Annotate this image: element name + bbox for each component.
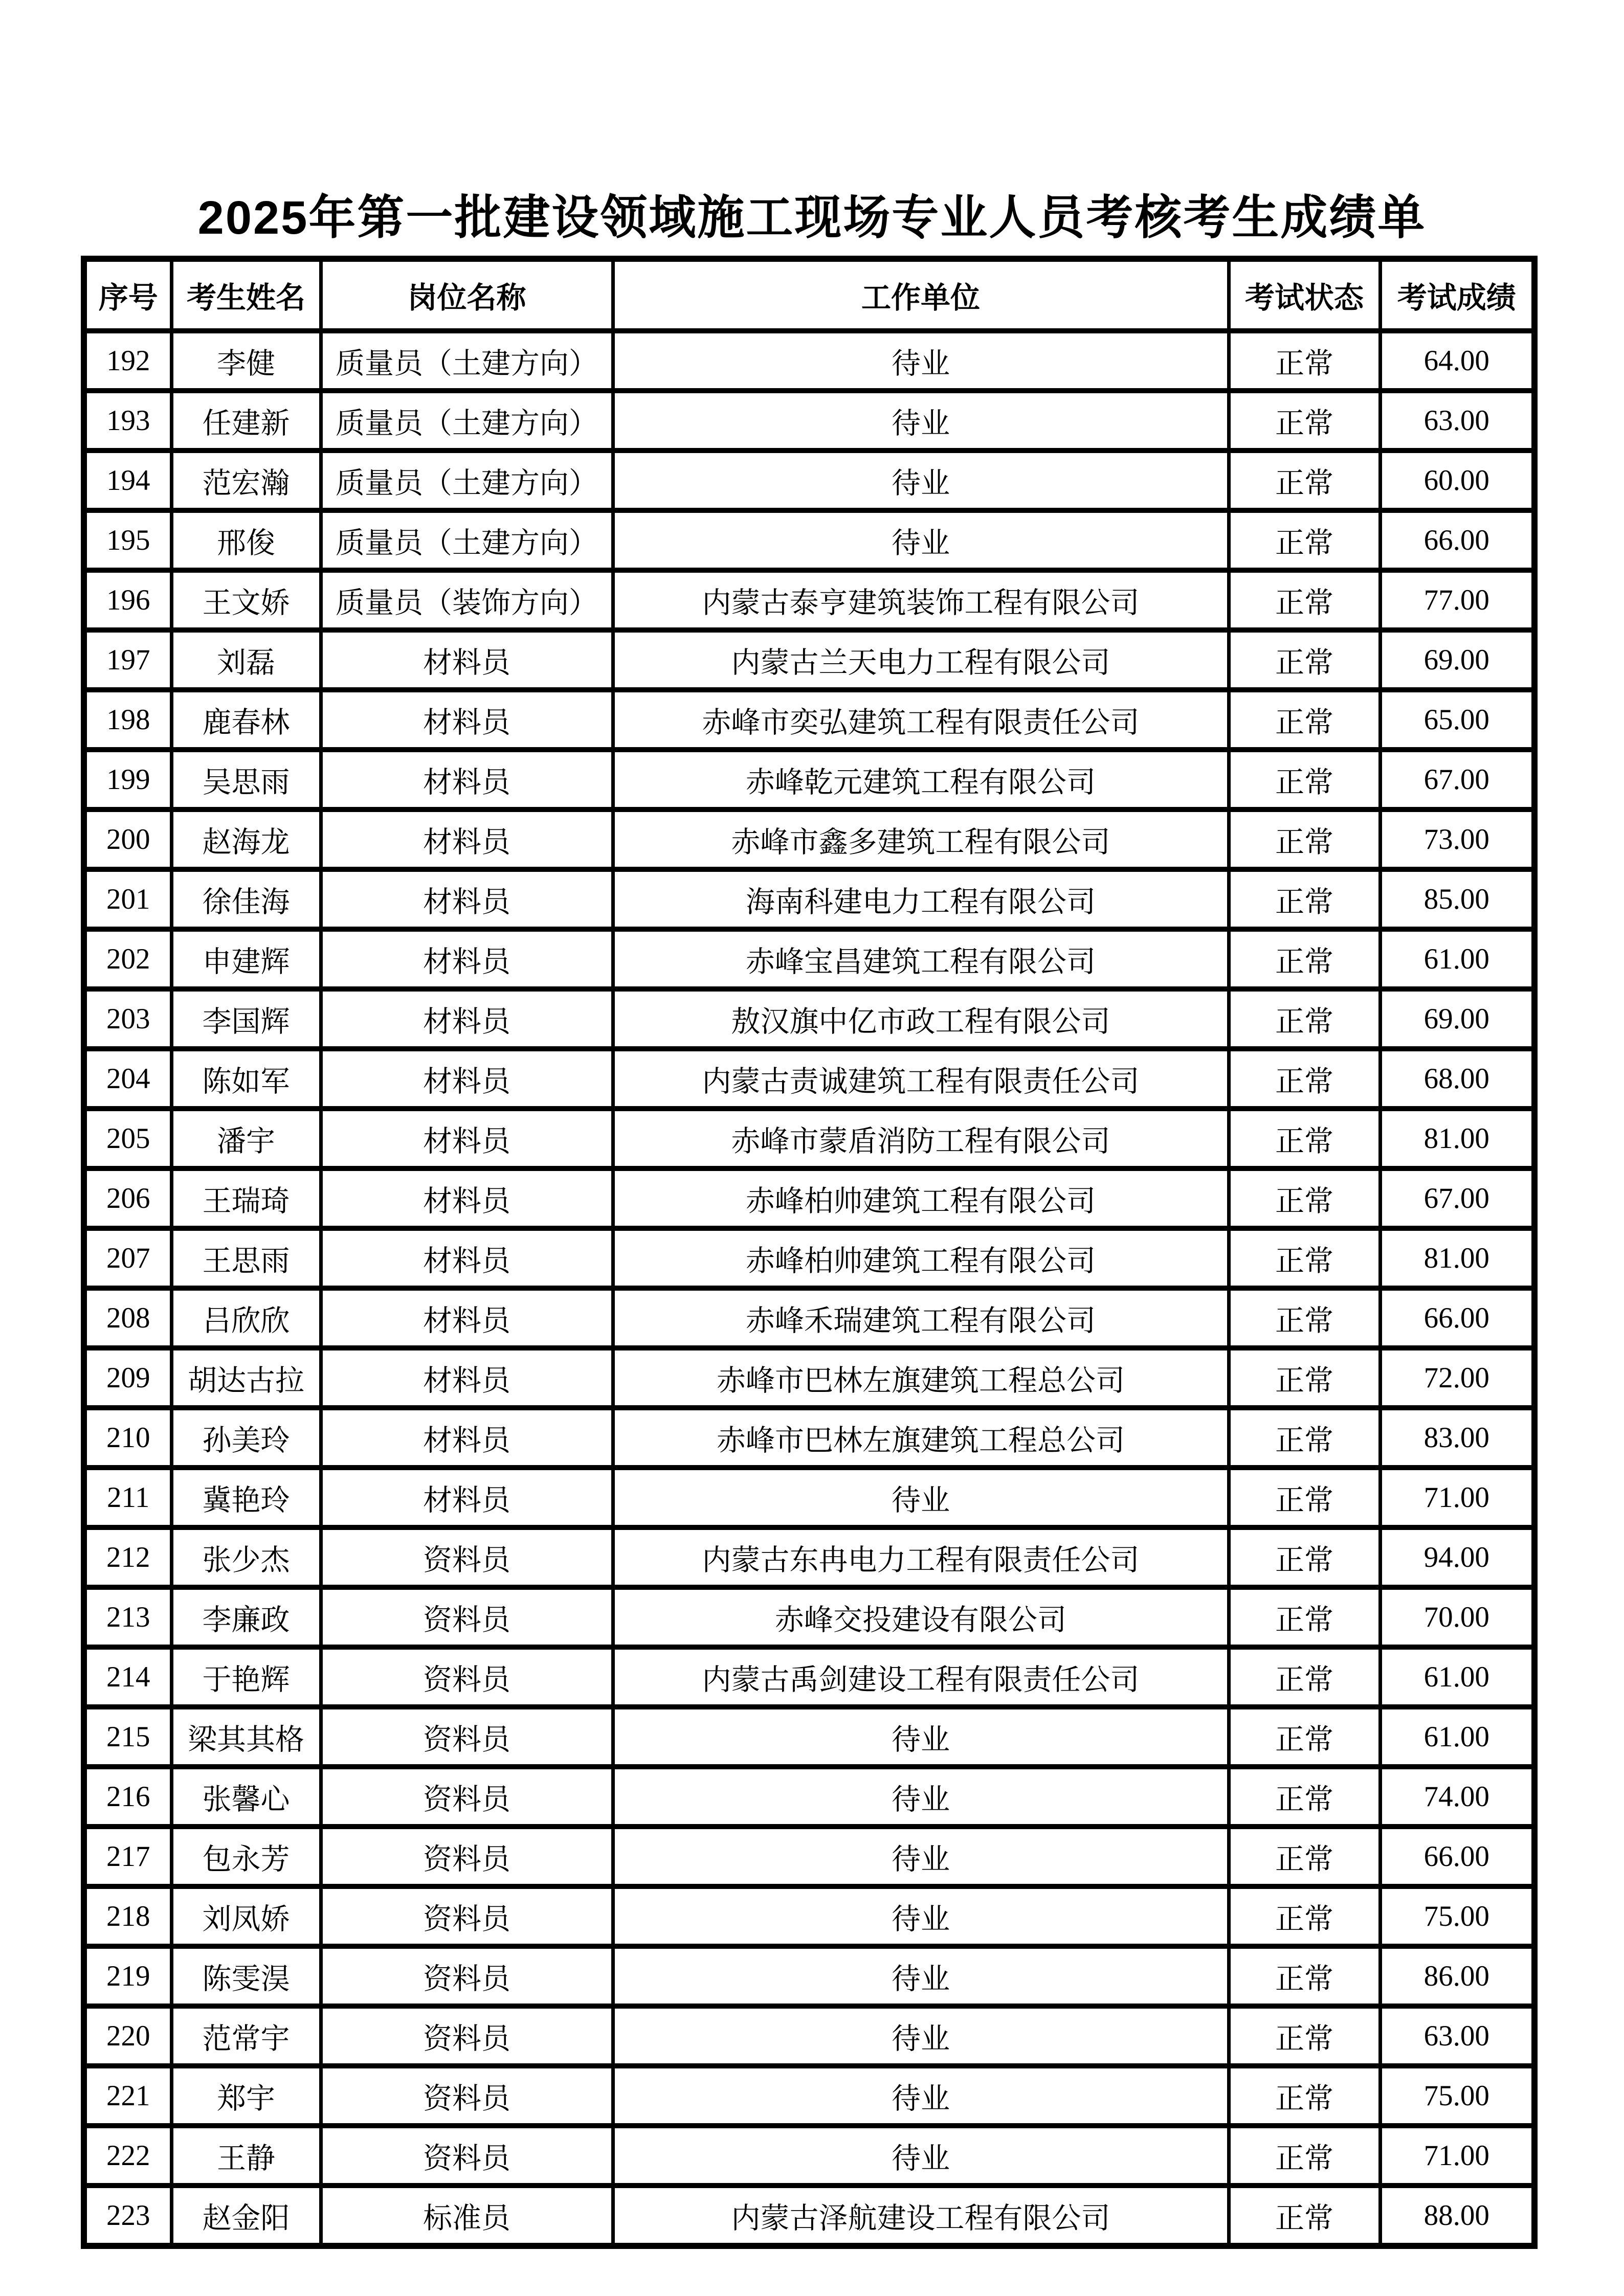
cell-name: 徐佳海 — [171, 869, 321, 929]
cell-status: 正常 — [1229, 1587, 1380, 1647]
table-row — [84, 1707, 1534, 1767]
cell-position: 材料员 — [321, 1109, 613, 1168]
cell-position: 资料员 — [321, 2006, 613, 2066]
cell-name: 张馨心 — [171, 1767, 321, 1827]
cell-score: 66.00 — [1380, 510, 1534, 570]
cell-status: 正常 — [1229, 690, 1380, 750]
cell-employer: 内蒙古禹剑建设工程有限责任公司 — [613, 1647, 1229, 1707]
cell-position: 资料员 — [321, 1946, 613, 2006]
cell-position: 材料员 — [321, 929, 613, 989]
table-row — [84, 1288, 1534, 1348]
table-row — [84, 989, 1534, 1049]
cell-seq: 209 — [84, 1348, 171, 1408]
cell-status: 正常 — [1229, 929, 1380, 989]
table-body — [84, 331, 1534, 2246]
table-row — [84, 1228, 1534, 1288]
cell-status: 正常 — [1229, 1109, 1380, 1168]
cell-name: 李国辉 — [171, 989, 321, 1049]
cell-score: 69.00 — [1380, 630, 1534, 690]
cell-score: 67.00 — [1380, 1168, 1534, 1228]
table-row — [84, 690, 1534, 750]
cell-seq: 211 — [84, 1468, 171, 1527]
cell-position: 材料员 — [321, 989, 613, 1049]
cell-employer: 赤峰市蒙盾消防工程有限公司 — [613, 1109, 1229, 1168]
table-row — [84, 451, 1534, 510]
header-name: 考生姓名 — [171, 259, 321, 331]
header-position: 岗位名称 — [321, 259, 613, 331]
cell-score: 72.00 — [1380, 1348, 1534, 1408]
cell-score: 73.00 — [1380, 809, 1534, 869]
cell-name: 吕欣欣 — [171, 1288, 321, 1348]
score-table — [81, 256, 1538, 2249]
cell-seq: 212 — [84, 1527, 171, 1587]
table-row — [84, 2066, 1534, 2126]
cell-seq: 197 — [84, 630, 171, 690]
cell-name: 梁其其格 — [171, 1707, 321, 1767]
cell-score: 65.00 — [1380, 690, 1534, 750]
header-row — [84, 259, 1534, 331]
cell-employer: 海南科建电力工程有限公司 — [613, 869, 1229, 929]
cell-seq: 219 — [84, 1946, 171, 2006]
cell-status: 正常 — [1229, 1168, 1380, 1228]
cell-status: 正常 — [1229, 2006, 1380, 2066]
cell-position: 材料员 — [321, 1408, 613, 1468]
cell-status: 正常 — [1229, 570, 1380, 630]
cell-name: 李廉政 — [171, 1587, 321, 1647]
cell-seq: 194 — [84, 451, 171, 510]
cell-name: 胡达古拉 — [171, 1348, 321, 1408]
cell-employer: 赤峰市巴林左旗建筑工程总公司 — [613, 1408, 1229, 1468]
document-title: 2025年第一批建设领域施工现场专业人员考核考生成绩单 — [197, 192, 1427, 244]
cell-employer: 赤峰市巴林左旗建筑工程总公司 — [613, 1348, 1229, 1408]
cell-position: 质量员（土建方向） — [321, 391, 613, 451]
cell-status: 正常 — [1229, 510, 1380, 570]
cell-score: 67.00 — [1380, 750, 1534, 809]
cell-status: 正常 — [1229, 989, 1380, 1049]
cell-position: 标准员 — [321, 2186, 613, 2246]
cell-status: 正常 — [1229, 809, 1380, 869]
cell-position: 资料员 — [321, 1587, 613, 1647]
cell-seq: 202 — [84, 929, 171, 989]
cell-name: 申建辉 — [171, 929, 321, 989]
cell-seq: 222 — [84, 2126, 171, 2186]
cell-position: 材料员 — [321, 869, 613, 929]
cell-position: 材料员 — [321, 809, 613, 869]
cell-name: 潘宇 — [171, 1109, 321, 1168]
cell-score: 77.00 — [1380, 570, 1534, 630]
cell-score: 71.00 — [1380, 1468, 1534, 1527]
table-row — [84, 1348, 1534, 1408]
cell-employer: 待业 — [613, 510, 1229, 570]
cell-name: 刘凤娇 — [171, 1886, 321, 1946]
cell-position: 资料员 — [321, 1767, 613, 1827]
cell-name: 赵海龙 — [171, 809, 321, 869]
cell-status: 正常 — [1229, 2066, 1380, 2126]
cell-score: 81.00 — [1380, 1228, 1534, 1288]
cell-seq: 214 — [84, 1647, 171, 1707]
cell-employer: 待业 — [613, 451, 1229, 510]
cell-name: 冀艳玲 — [171, 1468, 321, 1527]
cell-score: 71.00 — [1380, 2126, 1534, 2186]
cell-status: 正常 — [1229, 1946, 1380, 2006]
cell-name: 张少杰 — [171, 1527, 321, 1587]
cell-seq: 220 — [84, 2006, 171, 2066]
cell-employer: 赤峰宝昌建筑工程有限公司 — [613, 929, 1229, 989]
table-row — [84, 1827, 1534, 1886]
cell-score: 81.00 — [1380, 1109, 1534, 1168]
cell-status: 正常 — [1229, 1468, 1380, 1527]
cell-name: 陈雯淏 — [171, 1946, 321, 2006]
cell-position: 质量员（装饰方向） — [321, 570, 613, 630]
cell-score: 75.00 — [1380, 1886, 1534, 1946]
cell-name: 鹿春林 — [171, 690, 321, 750]
cell-position: 材料员 — [321, 750, 613, 809]
cell-status: 正常 — [1229, 1288, 1380, 1348]
cell-name: 刘磊 — [171, 630, 321, 690]
cell-seq: 207 — [84, 1228, 171, 1288]
cell-score: 94.00 — [1380, 1527, 1534, 1587]
cell-position: 资料员 — [321, 1647, 613, 1707]
cell-employer: 待业 — [613, 331, 1229, 391]
cell-employer: 内蒙古泰亨建筑装饰工程有限公司 — [613, 570, 1229, 630]
cell-employer: 待业 — [613, 2006, 1229, 2066]
cell-employer: 赤峰乾元建筑工程有限公司 — [613, 750, 1229, 809]
table-row — [84, 331, 1534, 391]
cell-score: 88.00 — [1380, 2186, 1534, 2246]
cell-employer: 待业 — [613, 391, 1229, 451]
table-row — [84, 570, 1534, 630]
cell-status: 正常 — [1229, 1767, 1380, 1827]
cell-position: 材料员 — [321, 1049, 613, 1109]
cell-status: 正常 — [1229, 1348, 1380, 1408]
cell-position: 材料员 — [321, 630, 613, 690]
cell-seq: 216 — [84, 1767, 171, 1827]
table-row — [84, 1049, 1534, 1109]
cell-status: 正常 — [1229, 2126, 1380, 2186]
cell-seq: 218 — [84, 1886, 171, 1946]
table-row — [84, 1527, 1534, 1587]
cell-seq: 199 — [84, 750, 171, 809]
cell-score: 61.00 — [1380, 929, 1534, 989]
cell-name: 于艳辉 — [171, 1647, 321, 1707]
cell-score: 70.00 — [1380, 1587, 1534, 1647]
cell-seq: 192 — [84, 331, 171, 391]
cell-seq: 215 — [84, 1707, 171, 1767]
cell-employer: 待业 — [613, 1767, 1229, 1827]
cell-score: 63.00 — [1380, 2006, 1534, 2066]
cell-employer: 待业 — [613, 1707, 1229, 1767]
cell-status: 正常 — [1229, 1827, 1380, 1886]
cell-seq: 193 — [84, 391, 171, 451]
cell-position: 材料员 — [321, 1348, 613, 1408]
cell-employer: 赤峰禾瑞建筑工程有限公司 — [613, 1288, 1229, 1348]
cell-seq: 205 — [84, 1109, 171, 1168]
cell-employer: 待业 — [613, 1468, 1229, 1527]
cell-name: 王文娇 — [171, 570, 321, 630]
cell-employer: 赤峰交投建设有限公司 — [613, 1587, 1229, 1647]
cell-status: 正常 — [1229, 1707, 1380, 1767]
header-employer: 工作单位 — [613, 259, 1229, 331]
table-row — [84, 391, 1534, 451]
cell-seq: 204 — [84, 1049, 171, 1109]
cell-name: 吴思雨 — [171, 750, 321, 809]
cell-name: 王思雨 — [171, 1228, 321, 1288]
cell-employer: 内蒙古责诚建筑工程有限责任公司 — [613, 1049, 1229, 1109]
cell-status: 正常 — [1229, 1408, 1380, 1468]
table-row — [84, 630, 1534, 690]
cell-seq: 195 — [84, 510, 171, 570]
cell-seq: 203 — [84, 989, 171, 1049]
cell-seq: 221 — [84, 2066, 171, 2126]
cell-score: 61.00 — [1380, 1707, 1534, 1767]
table-row — [84, 2186, 1534, 2246]
cell-seq: 198 — [84, 690, 171, 750]
cell-employer: 待业 — [613, 1946, 1229, 2006]
table-row — [84, 510, 1534, 570]
cell-position: 资料员 — [321, 1827, 613, 1886]
cell-status: 正常 — [1229, 451, 1380, 510]
cell-position: 材料员 — [321, 1228, 613, 1288]
cell-name: 李健 — [171, 331, 321, 391]
table-row — [84, 1587, 1534, 1647]
cell-position: 资料员 — [321, 1527, 613, 1587]
cell-position: 资料员 — [321, 2066, 613, 2126]
table-row — [84, 1767, 1534, 1827]
cell-score: 75.00 — [1380, 2066, 1534, 2126]
cell-position: 质量员（土建方向） — [321, 451, 613, 510]
table-row — [84, 2006, 1534, 2066]
cell-seq: 208 — [84, 1288, 171, 1348]
cell-score: 69.00 — [1380, 989, 1534, 1049]
cell-seq: 217 — [84, 1827, 171, 1886]
cell-employer: 内蒙古东冉电力工程有限责任公司 — [613, 1527, 1229, 1587]
cell-employer: 待业 — [613, 2066, 1229, 2126]
cell-score: 64.00 — [1380, 331, 1534, 391]
cell-status: 正常 — [1229, 1527, 1380, 1587]
cell-score: 60.00 — [1380, 451, 1534, 510]
table-row — [84, 1468, 1534, 1527]
cell-employer: 待业 — [613, 1886, 1229, 1946]
table-row — [84, 1168, 1534, 1228]
cell-seq: 223 — [84, 2186, 171, 2246]
cell-employer: 赤峰市鑫多建筑工程有限公司 — [613, 809, 1229, 869]
cell-employer: 赤峰柏帅建筑工程有限公司 — [613, 1228, 1229, 1288]
table-row — [84, 750, 1534, 809]
cell-position: 资料员 — [321, 1707, 613, 1767]
cell-status: 正常 — [1229, 750, 1380, 809]
cell-position: 材料员 — [321, 1168, 613, 1228]
cell-position: 材料员 — [321, 690, 613, 750]
cell-position: 质量员（土建方向） — [321, 331, 613, 391]
cell-status: 正常 — [1229, 630, 1380, 690]
cell-seq: 206 — [84, 1168, 171, 1228]
cell-employer: 赤峰市奕弘建筑工程有限责任公司 — [613, 690, 1229, 750]
cell-score: 83.00 — [1380, 1408, 1534, 1468]
cell-status: 正常 — [1229, 1049, 1380, 1109]
cell-employer: 内蒙古泽航建设工程有限公司 — [613, 2186, 1229, 2246]
cell-name: 赵金阳 — [171, 2186, 321, 2246]
cell-name: 王瑞琦 — [171, 1168, 321, 1228]
cell-status: 正常 — [1229, 1647, 1380, 1707]
cell-score: 66.00 — [1380, 1827, 1534, 1886]
header-seq: 序号 — [84, 259, 171, 331]
cell-name: 陈如军 — [171, 1049, 321, 1109]
cell-status: 正常 — [1229, 869, 1380, 929]
cell-seq: 213 — [84, 1587, 171, 1647]
table-row — [84, 1647, 1534, 1707]
cell-status: 正常 — [1229, 1228, 1380, 1288]
cell-position: 材料员 — [321, 1468, 613, 1527]
cell-score: 63.00 — [1380, 391, 1534, 451]
cell-position: 材料员 — [321, 1288, 613, 1348]
cell-name: 任建新 — [171, 391, 321, 451]
cell-score: 86.00 — [1380, 1946, 1534, 2006]
cell-seq: 210 — [84, 1408, 171, 1468]
cell-status: 正常 — [1229, 391, 1380, 451]
cell-name: 邢俊 — [171, 510, 321, 570]
cell-name: 包永芳 — [171, 1827, 321, 1886]
cell-employer: 敖汉旗中亿市政工程有限公司 — [613, 989, 1229, 1049]
cell-status: 正常 — [1229, 2186, 1380, 2246]
cell-position: 资料员 — [321, 2126, 613, 2186]
cell-employer: 待业 — [613, 2126, 1229, 2186]
cell-score: 68.00 — [1380, 1049, 1534, 1109]
cell-name: 郑宇 — [171, 2066, 321, 2126]
cell-name: 孙美玲 — [171, 1408, 321, 1468]
table-row — [84, 1109, 1534, 1168]
cell-name: 范宏瀚 — [171, 451, 321, 510]
table-row — [84, 1946, 1534, 2006]
table-row — [84, 1408, 1534, 1468]
table-row — [84, 2126, 1534, 2186]
header-score: 考试成绩 — [1380, 259, 1534, 331]
cell-employer: 赤峰柏帅建筑工程有限公司 — [613, 1168, 1229, 1228]
header-status: 考试状态 — [1229, 259, 1380, 331]
cell-seq: 201 — [84, 869, 171, 929]
cell-status: 正常 — [1229, 1886, 1380, 1946]
table-row — [84, 1886, 1534, 1946]
table-row — [84, 809, 1534, 869]
cell-score: 85.00 — [1380, 869, 1534, 929]
cell-position: 质量员（土建方向） — [321, 510, 613, 570]
table-row — [84, 869, 1534, 929]
cell-employer: 待业 — [613, 1827, 1229, 1886]
cell-name: 范常宇 — [171, 2006, 321, 2066]
table-row — [84, 929, 1534, 989]
cell-employer: 内蒙古兰天电力工程有限公司 — [613, 630, 1229, 690]
table-header — [84, 259, 1534, 331]
cell-score: 66.00 — [1380, 1288, 1534, 1348]
cell-position: 资料员 — [321, 1886, 613, 1946]
cell-score: 61.00 — [1380, 1647, 1534, 1707]
cell-name: 王静 — [171, 2126, 321, 2186]
cell-status: 正常 — [1229, 331, 1380, 391]
cell-seq: 200 — [84, 809, 171, 869]
cell-score: 74.00 — [1380, 1767, 1534, 1827]
cell-seq: 196 — [84, 570, 171, 630]
